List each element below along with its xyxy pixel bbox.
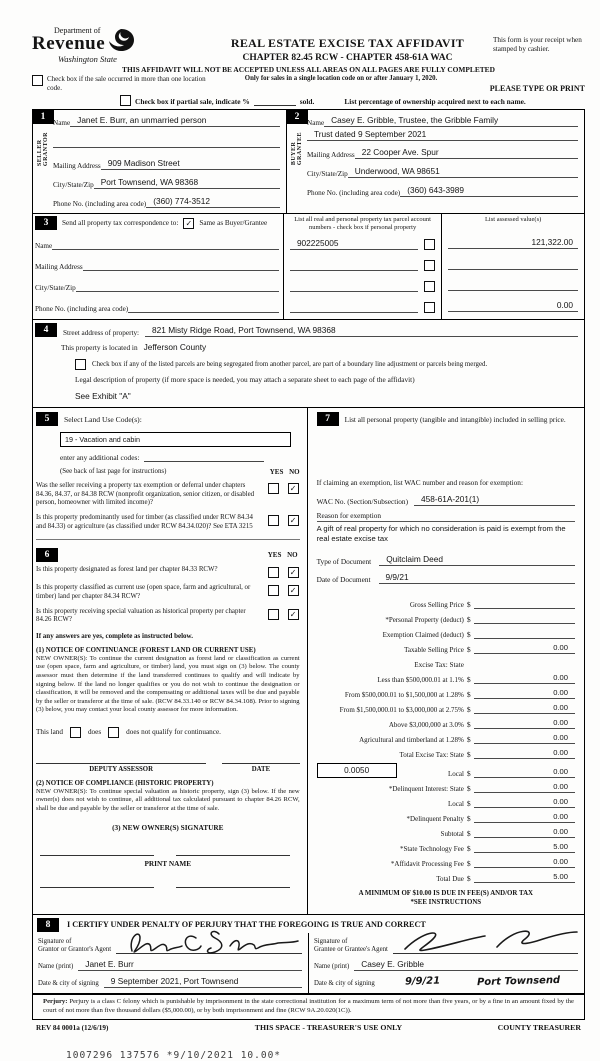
perjury-note: Perjury: Perjury is a class C felony which is punishable by imprisonment in the state correctional institution for a maximum term of not more than five years, or by a fine in an amount fixed by the court of not more than five thousand dollars ($5,000.00), or by both imprisonment and fine (RCW 9A.20.020(1C)). [33,994,584,1019]
grantee-date-handwritten: 9/9/21 [404,975,441,988]
dor-logo [32,26,202,64]
see-back-note: (See back of last page for instructions) [60,468,167,476]
s5-question-1: Was the seller receiving a property tax exemption or deferral under chapters 84.36, 84.37, or 84.38 RCW (nonprofit organization, senior citizen, or disabled person, homeowner with limited income)? [36,482,255,507]
section-8 [33,915,584,994]
send-correspondence-label: Send all property tax correspondence to: [62,219,179,228]
certify-statement: I CERTIFY UNDER PENALTY OF PERJURY THAT THE FOREGOING IS TRUE AND CORRECT [67,920,426,930]
bracket-4-label: Above $3,000,000 at 3.0% [388,720,464,729]
header [32,26,585,64]
parcel-personal-checkbox-3[interactable] [424,281,435,292]
partial-sale-label: Check box if partial sale, indicate % [135,97,250,107]
buyer-name-field[interactable]: Casey E. Gribble, Trustee, the Gribble Family [324,115,578,127]
deputy-date-line[interactable] [222,762,299,764]
cashier-stamp: 1007296 137576 *9/10/2021 10.00* [66,1050,282,1061]
delinquent-interest-local-field[interactable]: 0.00 [474,797,575,808]
street-address-label: Street address of property: [63,329,140,338]
parcel-column-header: List all real and personal property tax parcel account numbers - check box if personal property [294,216,431,232]
logo-revenue: Revenue [32,33,106,54]
subtotal-label: Subtotal [440,829,464,838]
grantee-signature-label: Signature of Grantee or Grantee's Agent [314,938,388,954]
rev-form-number: REV 84 0001a (12/6/19) [36,1023,109,1032]
doc-date-field[interactable]: 9/9/21 [379,572,575,584]
new-owner-signature-line-2[interactable] [176,854,290,856]
grantor-date-city-label: Date & city of signing [38,980,99,988]
bracket-3-field[interactable]: 0.00 [474,703,575,714]
corr-name-field[interactable] [52,238,279,250]
buyer-grantee-side-label: BUYER GRANTEE [291,132,303,166]
single-location-note: Only for sales in a single location code on or after January 1, 2020. [244,75,438,82]
additional-codes-label: enter any additional codes: [60,453,140,463]
section-7 [317,412,575,584]
sold-label: sold. [299,97,315,107]
segregated-checkbox[interactable] [75,359,86,370]
exemption-intro: If claiming an exemption, list WAC number and reason for exemption: [316,478,523,488]
street-address-field[interactable]: 821 Misty Ridge Road, Port Townsend, WA 98368 [145,325,578,337]
total-due-label: Total Due [436,874,464,883]
buyer-name2-field[interactable]: Trust dated 9 September 2021 [307,129,578,141]
corr-city-field[interactable] [76,280,279,292]
corr-phone-label: Phone No. (including area code) [35,305,129,314]
affidavit-processing-fee-label: *Affidavit Processing Fee [390,859,464,868]
doc-type-field[interactable]: Quitclaim Deed [379,554,575,566]
receipt-note: This form is your receipt when stamped by cashier. [493,36,582,53]
section-4-number: 4 [35,323,57,337]
delinquent-interest-state-field[interactable]: 0.00 [474,782,575,793]
deputy-assessor-label: DEPUTY ASSESSOR [89,765,153,773]
s5-q1-yes-checkbox[interactable] [268,483,279,494]
section-4 [33,320,584,408]
land-use-title: Select Land Use Code(s): [64,414,142,424]
state-technology-fee-field[interactable]: 5.00 [474,842,575,853]
land-does-not-checkbox[interactable] [108,727,119,738]
county-field[interactable]: Jefferson County [143,342,207,353]
section-1-number: 1 [32,110,54,124]
located-in-label: This property is located in [61,343,138,353]
s6-q2-no-checkbox[interactable]: ✓ [288,585,299,596]
form-footer [32,1020,585,1034]
section-3-number: 3 [35,216,57,230]
seller-grantor-side-label: SELLER GRANTOR [37,132,49,167]
agricultural-timberland-label: Agricultural and timberland at 1.28% [359,735,464,744]
assessed-field-3[interactable] [448,279,578,291]
grantor-signature-label: Signature of Grantor or Grantor's Agent [38,938,112,954]
seller-city-label: City/State/Zip [53,181,94,190]
treasurer-space-label: THIS SPACE - TREASURER'S USE ONLY [254,1023,403,1033]
see-instructions-note: *SEE INSTRUCTIONS [410,898,482,906]
s6-q3-no-checkbox[interactable]: ✓ [288,609,299,620]
buyer-phone-label: Phone No. (including area code) [307,189,401,198]
minimum-due-note: A MINIMUM OF $10.00 IS DUE IN FEE(S) AND/OR TAX [358,889,534,897]
parcel-number-field[interactable]: 902225005 [290,238,418,250]
section-2-number: 2 [286,110,308,124]
section5-yes-no-header: YES NO [269,468,300,477]
warning-line: THIS AFFIDAVIT WILL NOT BE ACCEPTED UNLESS ALL AREAS ON ALL PAGES ARE FULLY COMPLETED [122,65,495,74]
notice-compliance-body: NEW OWNER(S): To continue special valuation as historic property, sign (3) below. If the new owner(s) does not wish to continue, all additional tax calculated pursuant to chapter 84.26 RCW, shall be due and payable by the seller or transferor at the time of sale. [36,787,300,812]
s5-question-2: Is this property predominantly used for timber (as classified under RCW 84.34 and 84.33) or agriculture (as classified under RCW 84.34.020)? See ETA 3215 [36,514,253,530]
local-tax-label: Local [447,769,464,778]
s6-q3-yes-checkbox[interactable] [268,609,279,620]
grantee-date-city-label: Date & city of signing [314,980,375,988]
bracket-2-field[interactable]: 0.00 [474,688,575,699]
taxable-selling-price-field[interactable]: 0.00 [474,643,575,654]
partial-sale-checkbox[interactable] [120,95,131,106]
section-8-number: 8 [37,918,59,932]
bracket-1-label: Less than $500,000.01 at 1.1% [377,675,464,684]
s6-q1-yes-checkbox[interactable] [268,567,279,578]
section6-yes-no-header: YES NO [267,551,298,560]
bracket-2-label: From $500,000.01 to $1,500,000 at 1.28% [344,690,464,699]
ownership-note: List percentage of ownership acquired next to each name. [344,97,526,107]
buyer-mailing-label: Mailing Address [307,151,355,160]
s5-q1-no-checkbox[interactable]: ✓ [288,483,299,494]
s6-q2-yes-checkbox[interactable] [268,585,279,596]
taxable-selling-price-label: Taxable Selling Price [404,645,464,654]
dor-swoosh-icon [107,28,135,52]
doc-date-label: Date of Document [316,574,371,584]
new-owner-signature-label: (3) NEW OWNER(S) SIGNATURE [112,823,224,833]
grantee-date-city-field[interactable] [380,976,578,988]
wac-label: WAC No. (Section/Subsection) [316,497,409,507]
reason-exemption-label: Reason for exemption [317,511,575,522]
parcel-personal-checkbox-1[interactable] [424,239,435,250]
s6-question-1: Is this property designated as forest land per chapter 84.33 RCW? [36,566,218,574]
assessed-total-field[interactable]: 0.00 [448,300,578,312]
s5-q2-yes-checkbox[interactable] [268,515,279,526]
grantee-name-print-label: Name (print) [314,963,350,971]
segregated-label: Check box if any of the listed parcels are being segregated from another parcel, are part of a boundary line adjustment or parcels being merged. [92,360,488,368]
seller-mailing-field[interactable]: 909 Madison Street [101,158,280,170]
notice-continuance-body: NEW OWNER(S): To continue the current designation as forest land or classification as current use (open space, farm and agriculture, or timber) land, you must sign on (3) below. The county assessor must then determine if the land transferred continues to qualify and will indicate by signing below. If the land no longer qualifies or you do not wish to continue the designation or classification, it will be removed and the compensating or additional taxes will be due and payable by the seller or transferor at the time of sale. (RCW 84.33.140 or RCW 84.34.108). Prior to signing (3) below, you may contact your local county assessor for more information. [36,654,300,714]
multi-location-label: Check box if the sale occurred in more than one location code. [47,75,206,93]
legal-description-value[interactable]: See Exhibit "A" [75,391,131,402]
grantor-name-print-field[interactable]: Janet E. Burr [78,959,302,971]
print-name-label: PRINT NAME [144,859,192,869]
buyer-city-field[interactable]: Underwood, WA 98651 [348,166,578,178]
assessed-value-field[interactable]: 121,322.00 [448,237,578,249]
assessed-field-2[interactable] [448,258,578,270]
buyer-city-label: City/State/Zip [307,170,348,179]
agricultural-timberland-field[interactable]: 0.00 [474,733,575,744]
parcel-field-4[interactable] [290,301,418,313]
seller-name-field[interactable]: Janet E. Burr, an unmarried person [70,115,280,127]
local-tax-field[interactable]: 0.00 [474,767,575,778]
total-excise-state-label: Total Excise Tax: State [399,750,464,759]
does-label: does [87,728,102,737]
multi-location-checkbox[interactable] [32,75,43,86]
land-does-checkbox[interactable] [70,727,81,738]
partial-sale-percent-field[interactable] [254,97,296,106]
print-name-line-2[interactable] [176,886,290,888]
delinquent-interest-local-label: Local [447,799,464,808]
corr-mailing-field[interactable] [83,259,279,271]
section-1-seller [33,110,287,213]
same-as-buyer-label: Same as Buyer/Grantee [199,219,268,228]
grantee-name-print-field[interactable]: Casey E. Gribble [354,959,578,971]
new-owner-signature-line-1[interactable] [40,854,154,856]
personal-property-deduct-field[interactable] [474,613,575,624]
notice-continuance-title: (1) NOTICE OF CONTINUANCE (FOREST LAND OR CURRENT USE) [36,646,256,654]
same-as-buyer-checkbox[interactable]: ✓ [183,218,194,229]
personal-property-deduct-label: *Personal Property (deduct) [385,615,464,624]
county-treasurer-label: COUNTY TREASURER [497,1023,581,1033]
local-rate-box: 0.0050 [317,763,397,778]
parcel-personal-checkbox-4[interactable] [424,302,435,313]
seller-mailing-label: Mailing Address [53,162,101,171]
parcel-field-3[interactable] [290,280,418,292]
logo-department-of: Department of [54,26,101,35]
reason-exemption-value[interactable]: A gift of real property for which no consideration is paid is exempt from the real estate excise tax [316,524,566,544]
this-land-label: This land [36,728,63,737]
grantor-signature [120,927,305,957]
section-3 [33,214,584,320]
doc-type-label: Type of Document [316,556,372,566]
section-2-buyer [287,110,584,213]
bracket-4-field[interactable]: 0.00 [474,718,575,729]
s6-q1-no-checkbox[interactable]: ✓ [288,567,299,578]
land-use-code-field[interactable]: 19 - Vacation and cabin [60,432,291,447]
form-title: REAL ESTATE EXCISE TAX AFFIDAVIT [230,36,465,50]
grantee-city-handwritten: Port Townsend [476,974,560,988]
buyer-mailing-field[interactable]: 22 Cooper Ave. Spur [355,147,578,159]
grantee-signature-field[interactable] [393,937,578,954]
please-type-or-print: PLEASE TYPE OR PRINT [489,84,585,93]
corr-mailing-label: Mailing Address [35,263,83,272]
deputy-date-label: DATE [251,765,271,773]
section-6-number: 6 [36,548,58,562]
exemption-claimed-field[interactable] [474,628,575,639]
grantor-name-print-label: Name (print) [38,963,74,971]
state-technology-fee-label: *State Technology Fee [399,844,464,853]
section-7-number: 7 [317,412,339,426]
subtotal-field[interactable]: 0.00 [474,827,575,838]
corr-city-label: City/State/Zip [35,284,76,293]
gross-selling-price-label: Gross Selling Price [409,600,464,609]
s6-question-3: Is this property receiving special valuation as historical property per chapter 84.26 RCW? [36,607,246,624]
seller-name2-field[interactable] [53,136,280,148]
s5-q2-no-checkbox[interactable]: ✓ [288,515,299,526]
bracket-1-field[interactable]: 0.00 [474,673,575,684]
section-5-number: 5 [36,412,58,426]
parcel-field-2[interactable] [290,259,418,271]
tax-computation: Gross Selling Price $ *Personal Property (deduct) $ Exemption Claimed (deduct) $ Taxable Selling Price $ 0.00 Excise Tax: State Less than $500,000.01 at 1.1% $ 0.00 From $500,000.01 to $1,500,000 at 1.28% $ 0.00 From $1,500,000.01 to $3,000,000 at 2.75% $ 0.00 Above $3,000,000 at 3.0% $ 0.00 Agricultural and timberland at 1.28% $ 0.00 Total Excise Tax: State $ 0.00 0.0050 Local $ 0.00 *Delinquent Interest: State $ 0.00 Local $ 0.00 *Delinquent Penalty $ 0.00 Subtotal $ 0.00 *State Technology Fee $ 5.00 *Affidavit Processing Fee $ 0.00 Total Due $ 5.00 A MINIMUM OF $10.00 IS DUE IN FEE(S) AND/OR TAX *SEE INSTRUCTIONS [317,598,575,906]
logo-washington-state: Washington State [58,54,117,64]
section-5 [36,412,300,531]
personal-property-title: List all personal property (tangible and intangible) included in selling price. [344,414,566,424]
deputy-assessor-signature-line[interactable] [36,762,206,764]
total-excise-state-field[interactable]: 0.00 [474,748,575,759]
s6-question-2: Is this property classified as current use (open space, farm and agricultural, or timber) land per chapter 84.34 RCW? [36,584,251,600]
corr-phone-field[interactable] [128,301,279,313]
gross-selling-price-field[interactable] [474,598,575,609]
total-due-field[interactable]: 5.00 [474,872,575,883]
corr-name-label: Name [35,242,53,251]
if-yes-instruction: If any answers are yes, complete as instructed below. [36,631,193,640]
buyer-phone-field[interactable]: (360) 643-3989 [400,185,578,197]
seller-city-field[interactable]: Port Townsend, WA 98368 [94,177,280,189]
affidavit-processing-fee-field[interactable]: 0.00 [474,857,575,868]
grantee-signature [397,923,582,957]
print-name-line-1[interactable] [40,886,154,888]
form-body [32,109,585,1020]
notice-compliance-title: (2) NOTICE OF COMPLIANCE (HISTORIC PROPERTY) [36,779,214,787]
grantor-date-city-field[interactable]: 9 September 2021, Port Townsend [104,976,302,988]
delinquent-interest-state-label: *Delinquent Interest: State [388,784,464,793]
seller-name-label: Name [53,119,71,128]
legal-description-label: Legal description of property (if more space is needed, you may attach a separate sheet to each page of the affidavit) [75,375,415,385]
assessed-column-header: List assessed value(s) [484,216,542,224]
delinquent-penalty-label: *Delinquent Penalty [406,814,464,823]
delinquent-penalty-field[interactable]: 0.00 [474,812,575,823]
form-subtitle: CHAPTER 82.45 RCW - CHAPTER 458-61A WAC [242,53,453,63]
excise-tax-state-header: Excise Tax: State [414,660,464,669]
seller-phone-field[interactable]: (360) 774-3512 [146,196,280,208]
parcel-personal-checkbox-2[interactable] [424,260,435,271]
buyer-name-label: Name [307,119,325,128]
bracket-3-label: From $1,500,000.01 to $3,000,000 at 2.75% [339,705,464,714]
grantor-signature-field[interactable] [116,937,302,954]
section-6 [36,539,300,888]
wac-number-field[interactable]: 458-61A-201(1) [414,494,575,506]
additional-codes-field[interactable] [144,452,264,462]
does-not-label: does not qualify for continuance. [126,728,221,737]
exemption-claimed-label: Exemption Claimed (deduct) [382,630,464,639]
seller-phone-label: Phone No. (including area code) [53,200,147,209]
